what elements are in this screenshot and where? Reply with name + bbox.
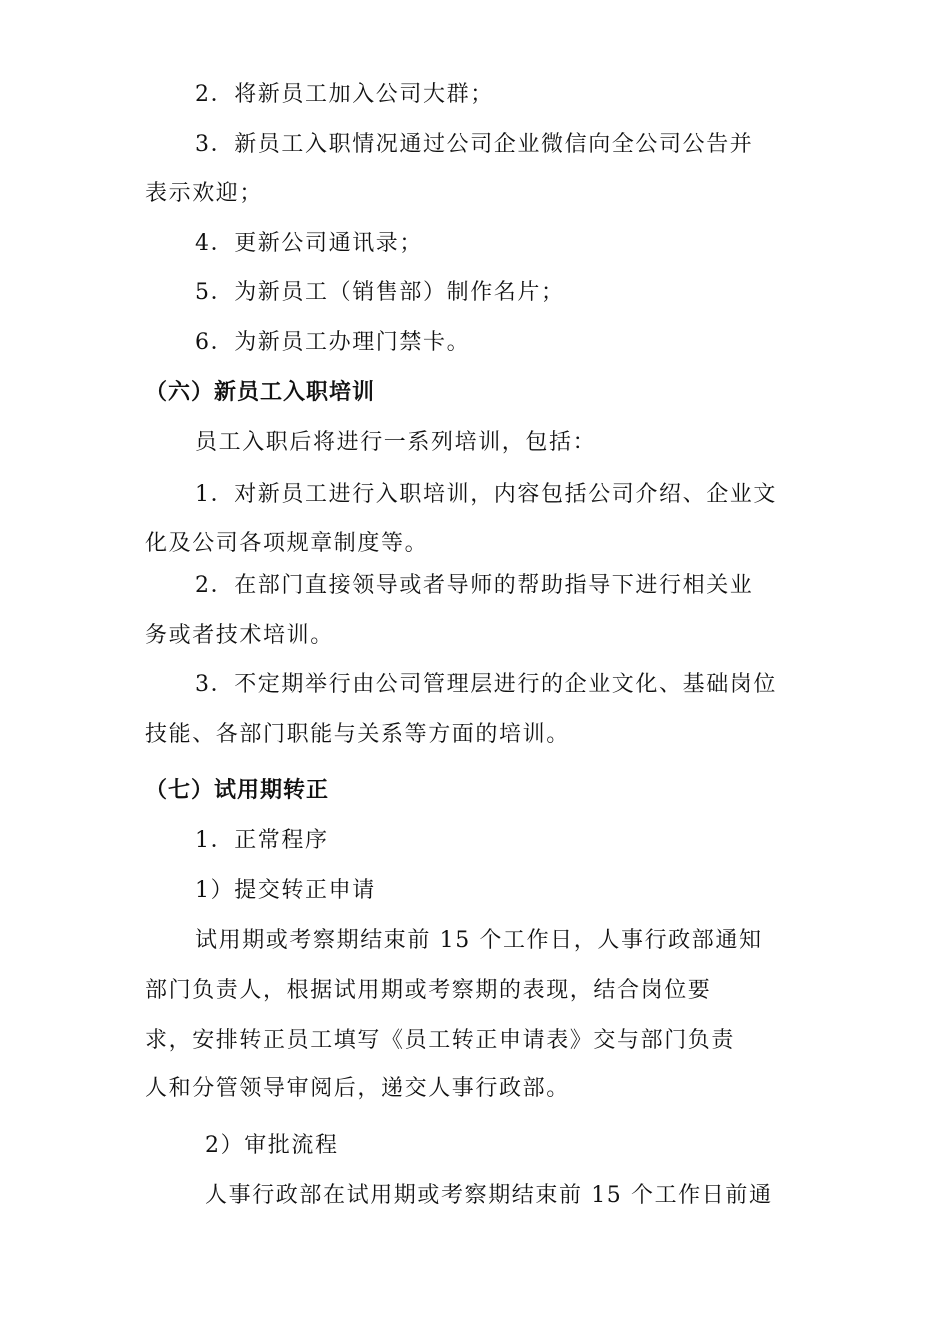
paragraph-application-line3: 求，安排转正员工填写《员工转正申请表》交与部门负责 — [145, 1028, 736, 1053]
subheading-submit-application: 1）提交转正申请 — [195, 878, 376, 903]
subheading-approval-process: 2）审批流程 — [205, 1133, 339, 1158]
list-item-training-2-line1: 2．在部门直接领导或者导师的帮助指导下进行相关业 — [195, 573, 754, 598]
list-item-access-card: 6．为新员工办理门禁卡。 — [195, 330, 471, 355]
list-item-training-3-line2: 技能、各部门职能与关系等方面的培训。 — [145, 722, 570, 747]
paragraph-approval-line1: 人事行政部在试用期或考察期结束前 15 个工作日前通 — [205, 1183, 773, 1208]
paragraph-application-line2: 部门负责人，根据试用期或考察期的表现，结合岗位要 — [145, 978, 712, 1003]
list-item-training-2-line2: 务或者技术培训。 — [145, 623, 334, 648]
paragraph-application-line1: 试用期或考察期结束前 15 个工作日，人事行政部通知 — [195, 928, 763, 953]
subheading-normal-procedure: 1．正常程序 — [195, 828, 329, 853]
list-item-add-to-group: 2．将新员工加入公司大群； — [195, 82, 494, 107]
list-item-update-directory: 4．更新公司通讯录； — [195, 231, 423, 256]
section-heading-probation: （七）试用期转正 — [145, 778, 330, 803]
list-item-announcement-line2: 表示欢迎； — [145, 181, 264, 206]
list-item-training-1-line1: 1．对新员工进行入职培训，内容包括公司介绍、企业文 — [195, 482, 777, 507]
section-heading-onboarding-training: （六）新员工入职培训 — [145, 380, 376, 405]
paragraph-application-line4: 人和分管领导审阅后，递交人事行政部。 — [145, 1076, 570, 1101]
list-item-business-cards: 5．为新员工（销售部）制作名片； — [195, 280, 565, 305]
paragraph-training-intro: 员工入职后将进行一系列培训，包括： — [195, 430, 597, 455]
list-item-training-1-line2: 化及公司各项规章制度等。 — [145, 531, 429, 556]
list-item-announcement-line1: 3．新员工入职情况通过公司企业微信向全公司公告并 — [195, 132, 754, 157]
list-item-training-3-line1: 3．不定期举行由公司管理层进行的企业文化、基础岗位 — [195, 672, 777, 697]
